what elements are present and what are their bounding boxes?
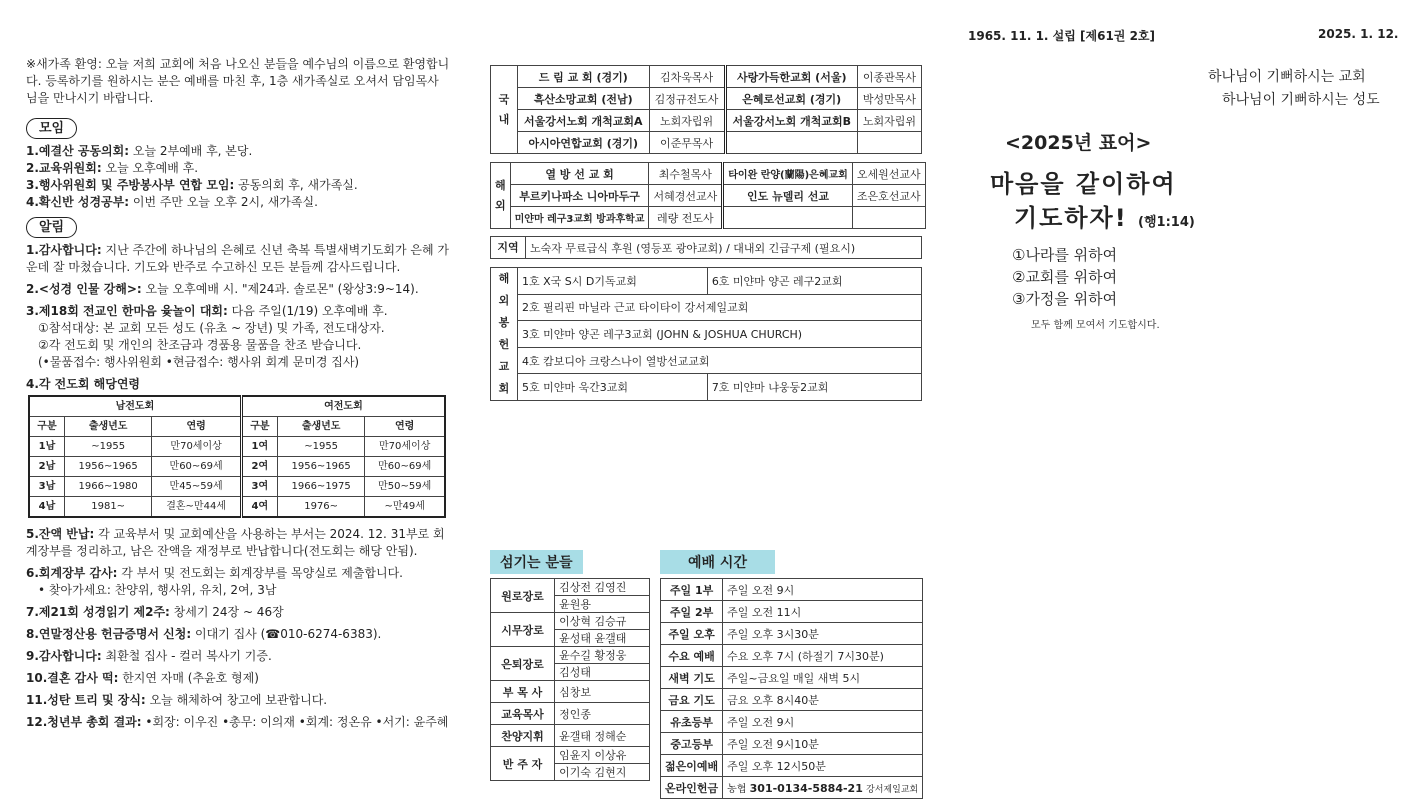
- server-names: 윤갤태 정해순: [555, 725, 650, 747]
- worship-title: 예배 시간: [660, 550, 775, 574]
- offering-row: [491, 347, 922, 374]
- women-header: 여전도회: [241, 396, 445, 417]
- newcomer-welcome: [26, 56, 450, 107]
- mission-group-label: 국 내: [491, 66, 518, 154]
- mission-cell: 인도 뉴델리 선교: [723, 185, 853, 207]
- mission-cell: 타이완 란양(蘭陽)은혜교회: [723, 163, 853, 185]
- notice-sub: (•물품접수: 행사위원회 •현금접수: 행사위 회계 문미경 집사): [38, 355, 360, 369]
- mission-row: [491, 88, 922, 110]
- age-cell: 만45~59세: [152, 477, 241, 497]
- mission-group-label: 해 외: [491, 163, 511, 229]
- motto-point: ②교회를 위하여: [1012, 268, 1118, 286]
- worship-row: [661, 733, 923, 755]
- offering-row: [491, 321, 922, 348]
- notice-item: 11.성탄 트리 및 장식: 오늘 해체하여 창고에 보관합니다.: [26, 693, 328, 707]
- notice-item: 3.제18회 전교인 한마음 윷놀이 대회: 다음 주일(1/19) 오후예배 후.: [26, 304, 388, 318]
- server-names: 윤수길 황정웅: [555, 647, 650, 664]
- server-role: 교육목사: [491, 703, 555, 725]
- worship-time: 주일 오전 11시: [723, 601, 923, 623]
- age-cell: 만70세이상: [152, 437, 241, 457]
- worship-time: 주일 오후 12시50분: [723, 755, 923, 777]
- meeting-list: [26, 143, 450, 211]
- server-row: [491, 579, 650, 596]
- worship-time: 수요 오후 7시 (하절기 7시30분): [723, 645, 923, 667]
- overseas-table: [490, 162, 926, 229]
- online-label: 온라인헌금: [661, 777, 723, 799]
- age-cell: 1966~1980: [64, 477, 151, 497]
- worship-block: [660, 550, 923, 799]
- mission-cell: 이종관목사: [857, 66, 921, 88]
- age-cell: 3여: [241, 477, 277, 497]
- worship-name: 주일 2부: [661, 601, 723, 623]
- server-row: [491, 703, 650, 725]
- worship-row: [661, 755, 923, 777]
- age-cell: 만70세이상: [365, 437, 445, 457]
- age-row: [29, 477, 445, 497]
- notice-item: 10.결혼 감사 떡: 한지연 자매 (추윤호 형제): [26, 671, 259, 685]
- mission-cell: 서울강서노회 개척교회B: [725, 110, 857, 132]
- age-cell: 만60~69세: [365, 457, 445, 477]
- offering-row: [491, 294, 922, 321]
- server-names: 이상혁 김승규: [555, 613, 650, 630]
- age-row: [29, 457, 445, 477]
- age-cell: 1956~1965: [277, 457, 364, 477]
- notice-item: 1.감사합니다: 지난 주간에 하나님의 은혜로 신년 축복 특별새벽기도회가 은혜 가운데 잘 마쳤습니다. 기도와 반주로 수고하신 모든 분들께 감사드립니다.: [26, 243, 449, 274]
- worship-row: [661, 667, 923, 689]
- server-row: [491, 647, 650, 664]
- mission-cell: 열 방 선 교 회: [510, 163, 649, 185]
- worship-time: 주일 오전 9시: [723, 579, 923, 601]
- newcomer-text: 새가족 환영: 오늘 저희 교회에 처음 나오신 분들을 예수님의 이름으로 환영합니다. 등록하기를 원하시는 분은 예배를 마친 후, 1층 새가족실로 오셔서 담임목사님을 만나시기 바랍니다.: [26, 57, 450, 105]
- server-row: [491, 725, 650, 747]
- server-role: 반 주 자: [491, 747, 555, 781]
- age-cell: 만50~59세: [365, 477, 445, 497]
- worship-time: 주일 오전 9시10분: [723, 733, 923, 755]
- server-role: 부 목 사: [491, 681, 555, 703]
- worship-row: [661, 711, 923, 733]
- server-role: 시무장로: [491, 613, 555, 647]
- worship-row: [661, 645, 923, 667]
- mission-cell: [725, 132, 857, 154]
- worship-name: 젊은이예배: [661, 755, 723, 777]
- age-cell: 1956~1965: [64, 457, 151, 477]
- meeting-label: 모임: [26, 118, 77, 139]
- notice-sub: • 찾아가세요: 찬양위, 행사위, 유치, 2여, 3남: [38, 583, 277, 597]
- mission-cell: 김차욱목사: [649, 66, 725, 88]
- worship-name: 주일 오후: [661, 623, 723, 645]
- notice-item: 9.감사합니다: 최환철 집사 - 컬러 복사기 기증.: [26, 649, 272, 663]
- offering-row: [491, 374, 922, 401]
- age-row: [29, 437, 445, 457]
- mission-cell: 김정규전도사: [649, 88, 725, 110]
- mission-cell: 서혜경선교사: [649, 185, 723, 207]
- newcomer-mark: ※: [26, 57, 37, 71]
- worship-name: 중고등부: [661, 733, 723, 755]
- mission-row: [491, 207, 926, 229]
- age-cell: ~만49세: [365, 497, 445, 518]
- mission-cell: [857, 132, 921, 154]
- offering-church: 6호 미얀마 양곤 레구2교회: [707, 268, 921, 295]
- age-cell: 3남: [29, 477, 64, 497]
- notice-label: 알림: [26, 217, 77, 238]
- worship-time: 주일~금요일 매일 새벽 5시: [723, 667, 923, 689]
- mission-cell: 레량 전도사: [649, 207, 723, 229]
- notice-item: 4.각 전도회 해당연령: [26, 377, 141, 391]
- mission-cell: 부르키나파소 니아마두구: [510, 185, 649, 207]
- mission-row: [491, 66, 922, 88]
- server-role: 원로장로: [491, 579, 555, 613]
- worship-row: [661, 579, 923, 601]
- men-header: 남전도회: [29, 396, 241, 417]
- mission-cell: 박성만목사: [857, 88, 921, 110]
- server-row: [491, 613, 650, 630]
- server-names: 정인종: [555, 703, 650, 725]
- mission-cell: [852, 207, 925, 229]
- mission-row: [491, 132, 922, 154]
- notice-item: 2.<성경 인물 강해>: 오늘 오후예배 시. "제24과. 솔로몬" (왕상3:9~14).: [26, 282, 419, 296]
- notice-item: 7.제21회 성경읽기 제2주: 창세기 24장 ~ 46장: [26, 605, 284, 619]
- server-row: [491, 747, 650, 764]
- motto-title: <2025년 표어>: [1005, 132, 1152, 154]
- motto-point: ③가정을 위하여: [1012, 290, 1118, 308]
- meeting-item: 2.교육위원회: 오늘 오후예배 후.: [26, 161, 199, 175]
- region-label: 지역: [491, 237, 526, 259]
- worship-name: 주일 1부: [661, 579, 723, 601]
- notice-item: 6.회계장부 감사: 각 부서 및 전도회는 회계장부를 목양실로 제출합니다.: [26, 566, 403, 580]
- mission-cell: 흑산소망교회 (전남): [518, 88, 650, 110]
- notice-list: [26, 242, 450, 731]
- notice-sub: ①참석대상: 본 교회 모든 성도 (유초 ~ 장년) 및 가족, 전도대상자.: [38, 321, 385, 335]
- online-account-cell: 농협 301-0134-5884-21 강서제일교회: [723, 777, 923, 799]
- motto-note: 모두 함께 모여서 기도합시다.: [1031, 320, 1160, 331]
- mission-cell: 오세원선교사: [852, 163, 925, 185]
- server-names: 심창보: [555, 681, 650, 703]
- mission-cell: 서울강서노회 개척교회A: [518, 110, 650, 132]
- age-cell: 2남: [29, 457, 64, 477]
- motto-ref: (행1:14): [1138, 215, 1195, 230]
- region-table: [490, 236, 922, 259]
- motto-line-1: 마음을 같이하여: [990, 170, 1177, 198]
- church-line-1: 하나님이 기뻐하시는 교회: [1208, 69, 1366, 85]
- offering-church: 5호 미얀마 욱간3교회: [518, 374, 708, 401]
- mission-cell: 노회자립위: [649, 110, 725, 132]
- domestic-table: [490, 65, 922, 154]
- worship-time: 주일 오후 3시30분: [723, 623, 923, 645]
- server-names: 김상전 김영진: [555, 579, 650, 596]
- age-cell: 1981~: [64, 497, 151, 518]
- mission-cell: 최수철목사: [649, 163, 723, 185]
- founded: 1965. 11. 1. 설립 [제61권 2호]: [968, 29, 1155, 43]
- missions-block: [490, 65, 926, 401]
- server-names: 윤성태 윤갤태: [555, 630, 650, 647]
- offering-church: 2호 필리핀 마닐라 근교 타이타이 강서제일교회: [518, 294, 922, 321]
- age-cell: 4여: [241, 497, 277, 518]
- offering-church: 3호 미얀마 양곤 레구3교회 (JOHN & JOSHUA CHURCH): [518, 321, 922, 348]
- servers-block: [490, 550, 650, 781]
- servers-table: [490, 578, 650, 781]
- notice-sub: ②각 전도회 및 개인의 찬조금과 경품용 물품을 찬조 받습니다.: [38, 338, 362, 352]
- mission-row: [491, 110, 922, 132]
- worship-row: [661, 601, 923, 623]
- motto-line-2: 기도하자! (행1:14): [1014, 204, 1195, 232]
- region-text: 노숙자 무료급식 후원 (영등포 광야교회) / 대내외 긴급구제 (필요시): [526, 237, 922, 259]
- mission-cell: 은혜로선교회 (경기): [725, 88, 857, 110]
- age-cell: ~1955: [277, 437, 364, 457]
- server-names: 이기숙 김현지: [555, 764, 650, 781]
- mission-cell: 사랑가득한교회 (서울): [725, 66, 857, 88]
- age-table: 남전도회 여전도회 구분 출생년도 연령 구분 출생년도 연령 1남 ~1955 만70세이상 1여 ~1955 만70세이상 2남 1956~1965 만60~69세 2여 1956~1965 만60~69세 3남 1966~1980 만45~59세 3여 1966~1975 만50~59세 4남 1981~ 결혼~만44세 4여 1976~ ~만49세: [28, 395, 446, 518]
- mission-cell: 조은호선교사: [852, 185, 925, 207]
- meeting-item: 3.행사위원회 및 주방봉사부 연합 모임: 공동의회 후, 새가족실.: [26, 178, 358, 192]
- mission-cell: 아시아연합교회 (경기): [518, 132, 650, 154]
- mission-row: [491, 185, 926, 207]
- offering-church: 1호 X국 S시 D기독교회: [518, 268, 708, 295]
- worship-time: 주일 오전 9시: [723, 711, 923, 733]
- offering-church: 7호 미얀마 냐웅둥2교회: [707, 374, 921, 401]
- worship-time: 금요 오후 8시40분: [723, 689, 923, 711]
- age-row: [29, 497, 445, 518]
- server-names: 윤원용: [555, 596, 650, 613]
- mission-cell: 드 림 교 회 (경기): [518, 66, 650, 88]
- worship-table: [660, 578, 923, 799]
- age-cell: 1남: [29, 437, 64, 457]
- issue-date: 2025. 1. 12.: [1318, 27, 1399, 41]
- age-cell: 1966~1975: [277, 477, 364, 497]
- notice-item: 5.잔액 반납: 각 교육부서 및 교회예산을 사용하는 부서는 2024. 12. 31부로 회계장부를 정리하고, 남은 잔액을 재정부로 반납합니다(전도회는 해당 안됨).: [26, 527, 445, 558]
- mission-cell: [723, 207, 853, 229]
- mission-cell: 미얀마 레구3교회 방과후학교: [510, 207, 649, 229]
- server-names: 김성태: [555, 664, 650, 681]
- age-cell: 4남: [29, 497, 64, 518]
- server-role: 찬양지휘: [491, 725, 555, 747]
- servers-title: 섬기는 분들: [490, 550, 583, 574]
- server-names: 임윤지 이상유: [555, 747, 650, 764]
- notice-item: 8.연말정산용 헌금증명서 신청: 이대기 집사 (☎010-6274-6383).: [26, 627, 382, 641]
- mission-cell: 이준무목사: [649, 132, 725, 154]
- server-role: 은퇴장로: [491, 647, 555, 681]
- offering-table: [490, 267, 922, 401]
- offering-row: [491, 268, 922, 295]
- mission-row: [491, 163, 926, 185]
- mission-cell: 노회자립위: [857, 110, 921, 132]
- server-row: [491, 681, 650, 703]
- worship-row: [661, 623, 923, 645]
- church-line-2: 하나님이 기뻐하시는 성도: [1222, 92, 1380, 108]
- offering-church: 4호 캄보디아 크랑스나이 열방선교교회: [518, 347, 922, 374]
- worship-name: 금요 기도: [661, 689, 723, 711]
- age-cell: 1여: [241, 437, 277, 457]
- age-cell: 2여: [241, 457, 277, 477]
- notice-item: 12.청년부 총회 결과: •회장: 이우진 •총무: 이의재 •회계: 정온유 •서기: 윤주혜: [26, 715, 449, 729]
- worship-name: 수요 예배: [661, 645, 723, 667]
- meeting-item: 1.예결산 공동의회: 오늘 2부예배 후, 본당.: [26, 144, 253, 158]
- worship-name: 새벽 기도: [661, 667, 723, 689]
- age-cell: 만60~69세: [152, 457, 241, 477]
- left-column: [26, 56, 450, 736]
- offering-label: 해 외 봉 헌 교 회: [491, 268, 518, 401]
- worship-name: 유초등부: [661, 711, 723, 733]
- age-cell: 1976~: [277, 497, 364, 518]
- age-cell: ~1955: [64, 437, 151, 457]
- motto-point: ①나라를 위하여: [1012, 246, 1118, 264]
- age-cell: 결혼~만44세: [152, 497, 241, 518]
- worship-row: [661, 689, 923, 711]
- meeting-item: 4.확신반 성경공부: 이번 주만 오늘 오후 2시, 새가족실.: [26, 195, 318, 209]
- motto-points: [1012, 244, 1117, 310]
